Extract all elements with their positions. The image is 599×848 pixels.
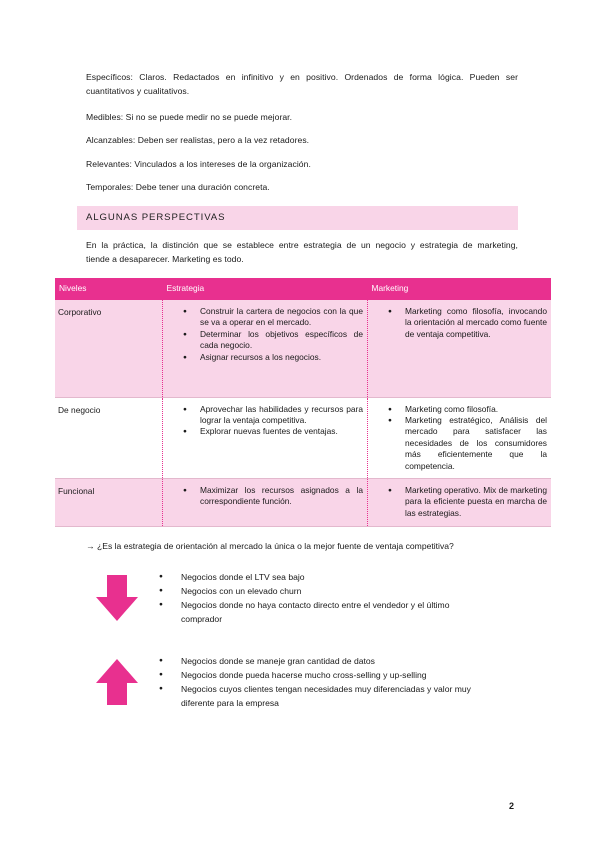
- criterion-alcanzables: [86, 133, 309, 147]
- header-niveles: Niveles: [55, 278, 163, 300]
- list-item: ● Negocios donde se maneje gran cantidad de datos: [181, 654, 481, 668]
- question-line: → ¿Es la estrategia de orientación al mercado la única o la mejor fuente de ventaja competitiva?: [86, 541, 454, 551]
- list-item: ● Negocios donde pueda hacerse mucho cross-selling y up-selling: [181, 668, 481, 682]
- intro-paragraph: [86, 238, 518, 266]
- list-item: ● Marketing como filosofía.: [405, 404, 547, 415]
- criterion-text: Vinculados a los intereses de la organización.: [131, 159, 311, 169]
- list-item: ● Marketing operativo. Mix de marketing para la eficiente puesta en marcha de las estrategias.: [405, 485, 547, 519]
- strategy-cell: [163, 300, 368, 397]
- levels-table: [55, 278, 551, 527]
- criterion-label: Alcanzables:: [86, 135, 136, 145]
- strategy-cell: [163, 397, 368, 478]
- criterion-text: Debe tener una duración concreta.: [133, 182, 270, 192]
- criterion-especificos: [86, 70, 518, 98]
- strategy-cell: [163, 478, 368, 526]
- list-item: ● Negocios cuyos clientes tengan necesidades muy diferenciadas y valor muy diferente para la empresa: [181, 682, 481, 710]
- level-cell: De negocio: [55, 397, 163, 478]
- criterion-label: Relevantes:: [86, 159, 132, 169]
- list-item: ● Negocios donde no haya contacto directo entre el vendedor y el último comprador: [181, 598, 481, 626]
- arrow-down-icon: [96, 575, 138, 626]
- down-list: [181, 570, 481, 626]
- level-cell: Corporativo: [55, 300, 163, 397]
- table-row: [55, 397, 551, 478]
- criterion-text: Si no se puede medir no se puede mejorar.: [123, 112, 293, 122]
- criterion-text-cont: cuantitativos y cualitativos.: [86, 86, 190, 96]
- table-header-row: [55, 278, 551, 300]
- criterion-text: Claros. Redactados en infinitivo y en positivo. Ordenados de forma lógica. Pueden ser: [132, 72, 518, 82]
- list-item: ● Maximizar los recursos asignados a la correspondiente función.: [200, 485, 363, 508]
- intro-line-1: En la práctica, la distinción que se establece entre estrategia de un negocio y estrategia de marketing,: [86, 240, 518, 250]
- list-item: ● Asignar recursos a los negocios.: [200, 352, 363, 363]
- intro-line-2: tiende a desaparecer. Marketing es todo.: [86, 254, 244, 264]
- up-list: [181, 654, 481, 710]
- header-marketing: Marketing: [368, 278, 552, 300]
- list-item: ● Marketing como filosofía, invocando la orientación al mercado como fuente de ventaja competitiva.: [405, 306, 547, 340]
- header-estrategia: Estrategia: [163, 278, 368, 300]
- table-row: [55, 300, 551, 397]
- list-item: ● Negocios donde el LTV sea bajo: [181, 570, 481, 584]
- arrow-up-icon: [96, 659, 138, 710]
- marketing-cell: [368, 300, 552, 397]
- level-cell: Funcional: [55, 478, 163, 526]
- criterion-medibles: [86, 110, 292, 124]
- criterion-label: Temporales:: [86, 182, 134, 192]
- list-item: ● Explorar nuevas fuentes de ventajas.: [200, 426, 363, 437]
- list-item: ● Negocios con un elevado churn: [181, 584, 481, 598]
- marketing-cell: [368, 478, 552, 526]
- criterion-label: Medibles:: [86, 112, 124, 122]
- section-heading: ALGUNAS PERSPECTIVAS: [86, 212, 226, 223]
- list-item: ● Aprovechar las habilidades y recursos para lograr la ventaja competitiva.: [200, 404, 363, 427]
- list-item: ● Marketing estratégico, Análisis del mercado para satisfacer las necesidades de los consumidores más eficientemente que la competencia.: [405, 415, 547, 472]
- criterion-relevantes: [86, 157, 311, 171]
- table-row: [55, 478, 551, 526]
- criterion-label: Específicos:: [86, 72, 133, 82]
- criterion-text: Deben ser realistas, pero a la vez retadores.: [135, 135, 310, 145]
- marketing-cell: [368, 397, 552, 478]
- criterion-temporales: [86, 180, 270, 194]
- page-number: 2: [509, 801, 515, 811]
- list-item: ● Determinar los objetivos específicos de cada negocio.: [200, 329, 363, 352]
- list-item: ● Construir la cartera de negocios con la que se va a operar en el mercado.: [200, 306, 363, 329]
